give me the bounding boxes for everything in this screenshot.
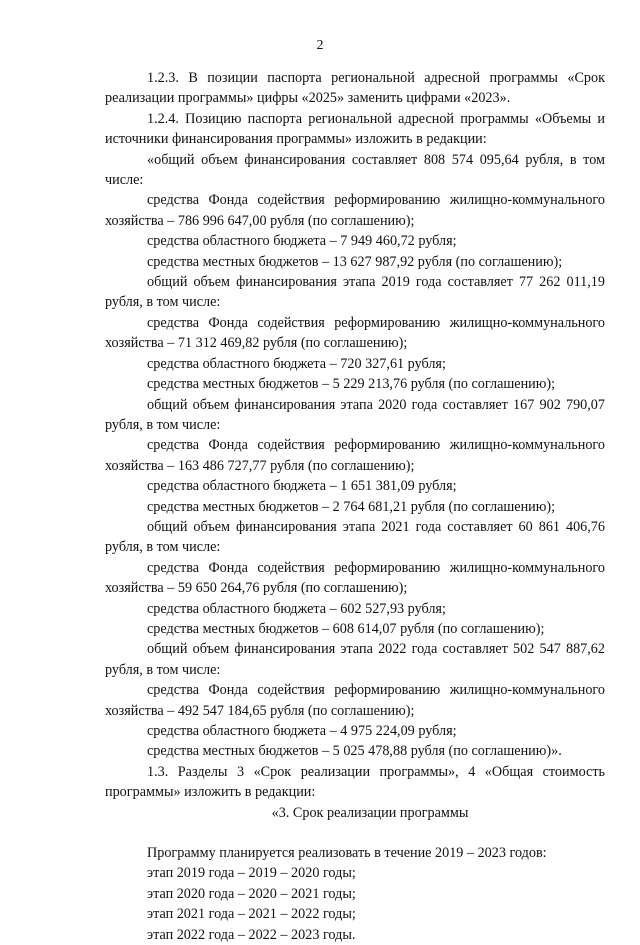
section-paragraph-stage-2022: этап 2022 года – 2022 – 2023 годы. <box>147 926 356 943</box>
paragraph-stage-2020: общий объем финансирования этапа 2020 года составляет 167 902 790,07 рубля, в том числе: <box>105 396 605 433</box>
section-spacer <box>105 823 605 843</box>
paragraph-stage-2019: общий объем финансирования этапа 2019 года составляет 77 262 011,19 рубля, в том числе: <box>105 274 605 311</box>
paragraph-local-budgets-2022: средства местных бюджетов – 5 025 478,88 рубля (по соглашению)». <box>147 743 562 760</box>
paragraph-local-budgets-2020: средства местных бюджетов – 2 764 681,21 рубля (по соглашению); <box>147 498 556 515</box>
section-paragraph-intro: Программу планируется реализовать в течение 2019 – 2023 годов: <box>147 845 547 862</box>
paragraph-regional-budget-2022: средства областного бюджета – 4 975 224,09 рубля; <box>147 723 457 739</box>
paragraph-local-budgets-total: средства местных бюджетов – 13 627 987,92 рубля (по соглашению); <box>147 253 563 270</box>
section-paragraph-stage-2021: этап 2021 года – 2021 – 2022 годы; <box>147 906 356 923</box>
paragraph-regional-budget-total: средства областного бюджета – 7 949 460,72 рубля; <box>147 233 457 250</box>
paragraph-fund-2022: средства Фонда содействия реформированию жилищно-коммунального хозяйства – 492 547 184,65 рубля (по соглашению); <box>105 682 605 719</box>
paragraph-fund-2021: средства Фонда содействия реформированию жилищно-коммунального хозяйства – 59 650 264,76 рубля (по соглашению); <box>105 559 605 597</box>
paragraph-1-2-3: 1.2.3. В позиции паспорта региональной адресной программы «Срок реализации программы» цифры «2025» заменить цифрами «2023». <box>105 70 605 107</box>
paragraph-local-budgets-2019: средства местных бюджетов – 5 229 213,76 рубля (по соглашению); <box>147 376 556 393</box>
page-number: 2 <box>316 38 324 53</box>
paragraph-fund-total: средства Фонда содействия реформированию жилищно-коммунального хозяйства – 786 996 647,00 рубля (по соглашению); <box>105 192 605 229</box>
paragraph-regional-budget-2020: средства областного бюджета – 1 651 381,09 рубля; <box>147 478 457 495</box>
paragraph-fund-2020: средства Фонда содействия реформированию жилищно-коммунального хозяйства – 163 486 727,77 рубля (по соглашению); <box>105 437 605 474</box>
paragraph-stage-2021: общий объем финансирования этапа 2021 года составляет 60 861 406,76 рубля, в том числе: <box>105 518 605 556</box>
paragraph-1-2-4: 1.2.4. Позицию паспорта региональной адресной программы «Объемы и источники финансирования программы» изложить в редакции: <box>105 110 605 148</box>
paragraph-regional-budget-2019: средства областного бюджета – 720 327,61 рубля; <box>147 355 446 372</box>
paragraph-total-financing: «общий объем финансирования составляет 808 574 095,64 рубля, в том числе: <box>105 151 605 189</box>
paragraph-regional-budget-2021: средства областного бюджета – 602 527,93 рубля; <box>147 600 446 617</box>
section-paragraph-stage-2020: этап 2020 года – 2020 – 2021 годы; <box>147 885 356 902</box>
document-body <box>105 68 605 945</box>
paragraph-1-3: 1.3. Разделы 3 «Срок реализации программы», 4 «Общая стоимость программы» изложить в редакции: <box>105 763 605 801</box>
section-heading: «3. Срок реализации программы <box>271 804 469 821</box>
paragraph-stage-2022: общий объем финансирования этапа 2022 года составляет 502 547 887,62 рубля, в том числе: <box>105 641 605 678</box>
section-paragraph-stage-2019: этап 2019 года – 2019 – 2020 годы; <box>147 865 356 882</box>
paragraph-fund-2019: средства Фонда содействия реформированию жилищно-коммунального хозяйства – 71 312 469,82 рубля (по соглашению); <box>105 314 605 352</box>
paragraph-local-budgets-2021: средства местных бюджетов – 608 614,07 рубля (по соглашению); <box>147 620 545 637</box>
